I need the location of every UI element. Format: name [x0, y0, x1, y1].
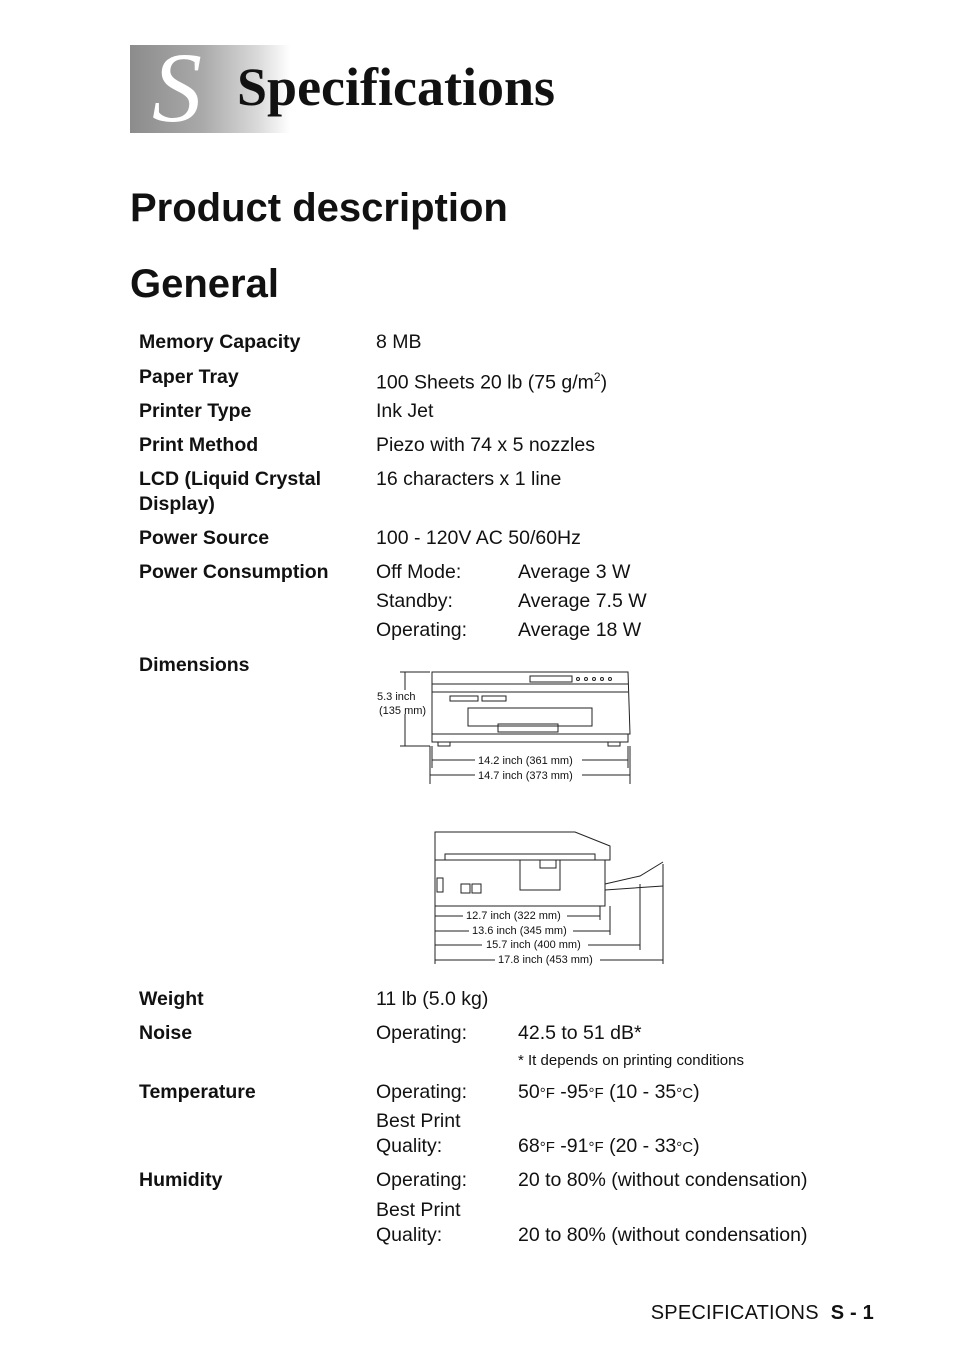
chapter-letter: S: [152, 32, 202, 143]
power-value-standby: Average 7.5 W: [518, 590, 647, 612]
side-depth2: 13.6 inch (345 mm): [472, 925, 567, 937]
front-button-5: [609, 678, 612, 681]
label-dimensions: Dimensions: [139, 654, 250, 676]
side-depth4: 17.8 inch (453 mm): [498, 954, 593, 966]
noise-footnote: * It depends on printing conditions: [518, 1052, 744, 1069]
front-button-3: [593, 678, 596, 681]
printer-side-diagram: [425, 824, 670, 970]
front-height-mm: (135 mm): [379, 705, 427, 717]
heading-general: General: [130, 262, 279, 306]
front-width2: 14.7 inch (373 mm): [478, 770, 573, 782]
power-mode-off: Off Mode:: [376, 561, 462, 583]
front-base: [432, 734, 628, 742]
label-lcd: LCD (Liquid Crystal Display): [139, 468, 322, 515]
label-print-method: Print Method: [139, 434, 259, 456]
side-port-2: [472, 884, 481, 893]
humidity-value-operating: 20 to 80% (without condensation): [518, 1169, 808, 1191]
front-button-4: [601, 678, 604, 681]
front-paper-tray: [468, 708, 592, 726]
side-lid-line: [445, 854, 595, 860]
printer-front-diagram: [370, 662, 640, 788]
side-tab: [540, 860, 556, 868]
value-weight: 11 lb (5.0 kg): [376, 988, 489, 1010]
side-port-3: [437, 878, 443, 892]
footer-section: SPECIFICATIONS: [650, 1302, 819, 1324]
heading-product-description: Product description: [130, 186, 508, 230]
value-lcd: 16 characters x 1 line: [376, 468, 562, 490]
label-printer-type: Printer Type: [139, 400, 252, 422]
side-top-cover: [435, 832, 610, 860]
label-memory-capacity: Memory Capacity: [139, 331, 301, 353]
power-mode-standby: Standby:: [376, 590, 453, 612]
page-footer: [651, 1300, 874, 1326]
footer-page-number: S - 1: [830, 1302, 874, 1324]
front-output-tray: [498, 724, 558, 732]
label-power-source: Power Source: [139, 527, 270, 549]
side-port-1: [461, 884, 470, 893]
label-temperature: Temperature: [139, 1081, 256, 1103]
noise-value: 42.5 to 51 dB*: [518, 1022, 642, 1044]
power-mode-operating: Operating:: [376, 619, 468, 641]
side-depth3: 15.7 inch (400 mm): [486, 939, 581, 951]
front-card-slot: [450, 696, 478, 701]
value-memory-capacity: 8 MB: [376, 331, 422, 353]
power-value-operating: Average 18 W: [518, 619, 642, 641]
front-button-1: [577, 678, 580, 681]
humidity-value-best: 20 to 80% (without condensation): [518, 1224, 808, 1246]
humidity-mode-best: Best Print Quality:: [376, 1199, 461, 1246]
value-paper-tray: 100 Sheets 20 lb (75 $g/m^2$): [376, 370, 608, 394]
label-power-consumption: Power Consumption: [139, 561, 329, 583]
temperature-mode-operating: Operating:: [376, 1081, 468, 1103]
chapter-title: Specifications: [237, 57, 555, 117]
power-value-off: Average 3 W: [518, 561, 631, 583]
temperature-mode-best: Best Print Quality:: [376, 1110, 461, 1157]
label-paper-tray: Paper Tray: [139, 366, 239, 388]
front-height-inch: 5.3 inch: [377, 691, 416, 703]
value-print-method: Piezo with 74 x 5 nozzles: [376, 434, 595, 456]
value-power-source: 100 - 120V AC 50/60Hz: [376, 527, 581, 549]
front-card-slot-2: [482, 696, 506, 701]
front-width1: 14.2 inch (361 mm): [478, 755, 573, 767]
label-weight: Weight: [139, 988, 204, 1010]
label-noise: Noise: [139, 1022, 193, 1044]
temperature-value-best: 68°F -91°F (20 - 33°C): [518, 1135, 700, 1157]
front-foot-left: [438, 742, 450, 746]
value-printer-type: Ink Jet: [376, 400, 434, 422]
front-body: [432, 672, 630, 734]
front-foot-right: [608, 742, 620, 746]
humidity-mode-operating: Operating:: [376, 1169, 468, 1191]
temperature-value-operating: 50°F -95°F (10 - 35°C): [518, 1081, 700, 1103]
noise-mode: Operating:: [376, 1022, 468, 1044]
front-lcd: [530, 676, 572, 682]
label-humidity: Humidity: [139, 1169, 223, 1191]
side-depth1: 12.7 inch (322 mm): [466, 910, 561, 922]
front-button-2: [585, 678, 588, 681]
side-paper-support: [605, 862, 663, 890]
